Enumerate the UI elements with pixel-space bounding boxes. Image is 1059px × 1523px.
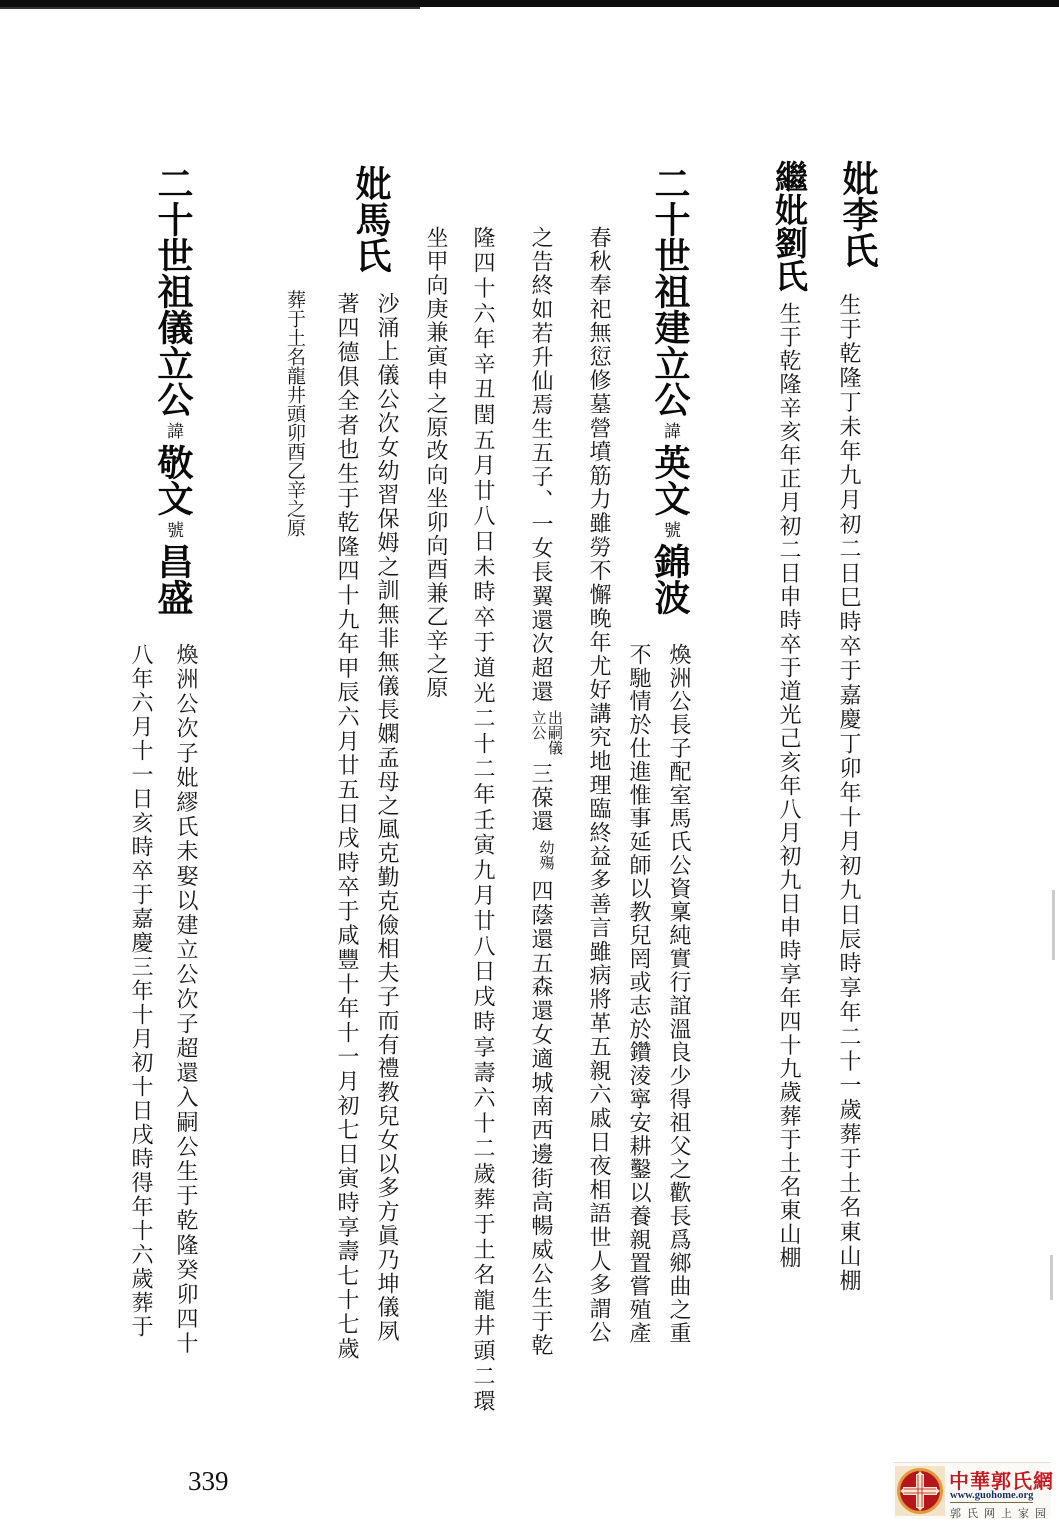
watermark-url[interactable]: www.guohome.org xyxy=(950,1490,1034,1501)
style-label: 號 xyxy=(163,521,183,538)
entry-text-line: 不馳情於仕進惟事延師以教兒罔或志於鑽淩寧安耕鑿以養親置嘗殖產 xyxy=(626,643,651,1345)
entry-heading-ma: 妣馬氏 xyxy=(350,165,392,273)
entry-heading-liu: 繼妣劉氏 xyxy=(770,160,809,292)
guo-clan-emblem-icon xyxy=(895,1466,945,1516)
taboo-label: 諱 xyxy=(660,422,680,439)
entry-text-line: 八年六月十一日亥時卒于嘉慶三年十月初十日戌時得年十六歲葬于 xyxy=(128,643,153,1339)
note-line: 出嗣儀 xyxy=(546,710,564,755)
entry-text-line: 煥洲公次子妣繆氏未娶以建立公次子超還入嗣公生于乾隆癸卯四十 xyxy=(173,643,198,1357)
entry-heading-li: 妣李氏 xyxy=(837,160,879,268)
entry-text-line: 隆四十六年辛丑閏五月廿八日未時卒于道光二十二年壬寅九月廿八日戌時享壽六十二歲葬于土名龍井頭二環 xyxy=(470,226,495,1416)
taboo-name: 英文 xyxy=(649,444,691,516)
style-label: 號 xyxy=(660,521,680,538)
note-line: 幼殤 xyxy=(537,839,556,870)
note-line: 立公 xyxy=(529,710,548,740)
entry-text-liu: 生于乾隆辛亥年正月初二日申時卒于道光己亥年八月初九日申時享年四十九歲葬于土名東山棚 xyxy=(776,302,801,1270)
site-watermark xyxy=(893,1462,1054,1520)
entry-text-line: 坐甲向庚兼寅申之原改向坐卯向酉兼乙辛之原 xyxy=(423,226,448,700)
taboo-name: 敬文 xyxy=(152,444,194,516)
entry-text-line: 煥洲公長子配室馬氏公資稟純實行誼溫良少得祖父之歡長爲鄉曲之重 xyxy=(666,643,691,1345)
entry-heading-jianli xyxy=(649,165,691,615)
text-segment: 四蔭還五森還女適城南西邊街高暢威公生于乾 xyxy=(528,879,553,1358)
interlinear-note xyxy=(538,840,555,874)
text-segment: 三葆還 xyxy=(528,762,553,834)
style-name: 昌盛 xyxy=(152,543,194,615)
page-number: 339 xyxy=(188,1466,229,1496)
scan-edge-mark xyxy=(1050,1255,1053,1300)
interlinear-note xyxy=(529,710,563,756)
ancestor-title: 二十世祖儀立公 xyxy=(152,165,194,417)
entry-text-li: 生于乾隆丁未年九月初二日巳時卒于嘉慶丁卯年十月初九日辰時享年二十一歲葬于土名東山棚 xyxy=(836,293,861,1294)
ancestor-title: 二十世祖建立公 xyxy=(649,165,691,417)
watermark-subtitle: 郭氏网上家园 xyxy=(950,1507,1052,1520)
scan-edge-mark xyxy=(1052,890,1055,960)
entry-text-line: 著四德俱全者也生于乾隆四十九年甲辰六月廿五日戌時卒于咸豐十年十一月初七日寅時享壽七十七歲 xyxy=(334,292,359,1362)
scan-top-border xyxy=(0,0,1059,7)
entry-text-line-with-notes xyxy=(529,226,563,1358)
watermark-title: 中華郭氏網 xyxy=(949,1469,1054,1493)
text-segment: 之告終如若升仙焉生五子、一女長翼還次超還 xyxy=(528,226,553,704)
entry-text-line: 葬于土名龍井頭卯酉乙辛之原 xyxy=(284,290,306,537)
entry-text-line: 春秋奉祀無愆修墓營墳筋力雖勞不懈晚年尤好講究地理臨終益多善言雖病將革五親六戚日夜相語世人多謂公 xyxy=(586,226,611,1345)
entry-text-line: 沙涌上儀公次女幼習保姆之訓無非無儀長嫻孟母之風克勤克儉相夫子而有禮教兒女以多方眞乃坤儀夙 xyxy=(374,292,399,1344)
taboo-label: 諱 xyxy=(163,422,183,439)
style-name: 錦波 xyxy=(649,543,691,615)
entry-heading-yili xyxy=(152,165,194,615)
